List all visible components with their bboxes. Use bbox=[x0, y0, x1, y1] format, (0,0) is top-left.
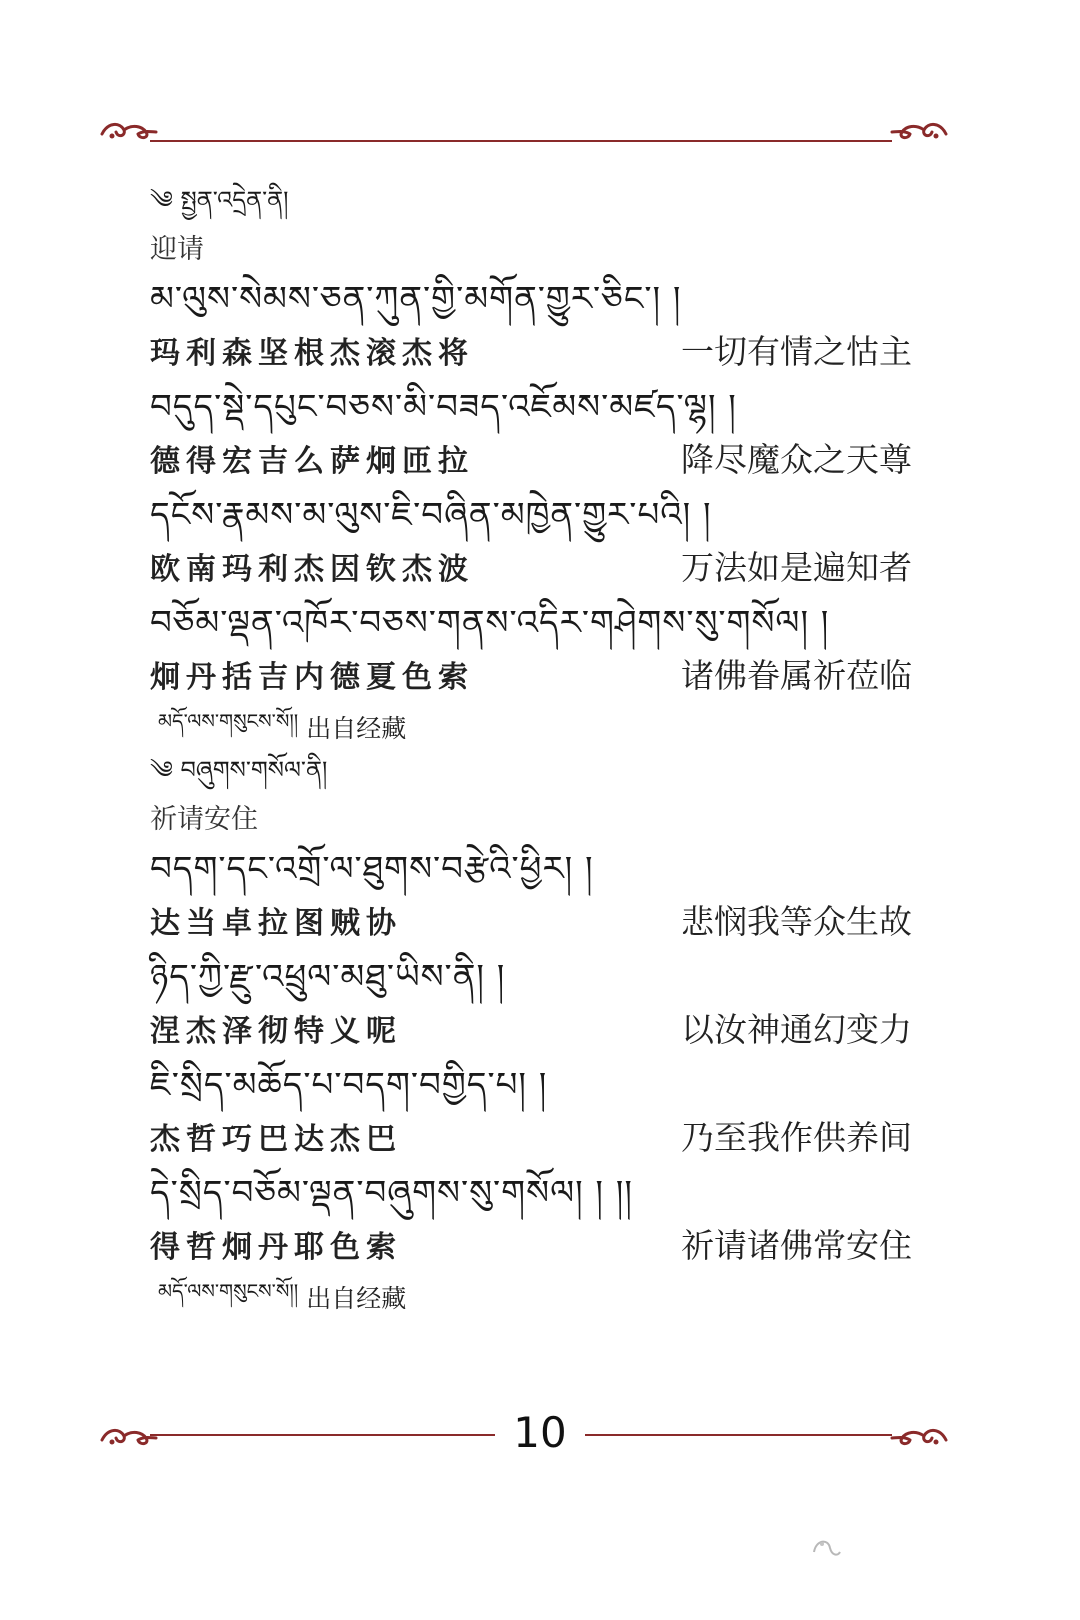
source-chinese: 出自经藏 bbox=[306, 1284, 407, 1313]
verse-transliteration: 杰哲巧巴达杰巴 bbox=[150, 1122, 402, 1157]
verse-meaning: 诸佛眷属祈莅临 bbox=[681, 656, 912, 695]
verse-tibetan: མ་ལུས་སེམས་ཅན་ཀུན་གྱི་མགོན་གྱུར་ཅིང་། ། bbox=[150, 279, 682, 319]
verse-translation-row bbox=[150, 1112, 920, 1166]
verse-meaning: 乃至我作供养间 bbox=[681, 1118, 912, 1157]
verse-transliteration: 玛利森坚根杰滚杰将 bbox=[150, 336, 474, 371]
verse-tibetan: བདག་དང་འགྲོ་ལ་ཐུགས་བརྩེའི་ཕྱིར། ། bbox=[150, 849, 594, 889]
verse-translation-row bbox=[150, 542, 920, 596]
watermark-icon bbox=[808, 1530, 844, 1566]
verse-translation-row bbox=[150, 1220, 920, 1274]
verse-translation-row bbox=[150, 896, 920, 950]
section-request-to-remain bbox=[150, 750, 920, 1320]
page-number-text: 10 bbox=[495, 1408, 584, 1457]
verse-tibetan: བཅོམ་ལྡན་འཁོར་བཅས་གནས་འདིར་གཤེགས་སུ་གསོལ། ། bbox=[150, 603, 830, 643]
verse-transliteration: 涅杰泽彻特义呢 bbox=[150, 1014, 402, 1049]
source-tibetan: མདོ་ལས་གསུངས་སོ།། bbox=[158, 1279, 299, 1303]
verse-transliteration: 德得宏吉么萨炯匝拉 bbox=[150, 444, 474, 479]
verse-meaning: 祈请诸佛常安住 bbox=[681, 1226, 912, 1265]
section-head-tibetan: ༄ བཞུགས་གསོལ་ནི། bbox=[150, 756, 328, 784]
verse-translation-row bbox=[150, 434, 920, 488]
source-attribution bbox=[150, 704, 920, 750]
scroll-ornament-icon bbox=[98, 120, 158, 144]
scroll-ornament-icon bbox=[98, 1426, 158, 1450]
page-content bbox=[150, 180, 920, 1320]
scroll-ornament-icon bbox=[890, 1426, 950, 1450]
section-title: 祈请安住 bbox=[150, 804, 258, 835]
verse-tibetan: དེ་སྲིད་བཅོམ་ལྡན་བཞུགས་སུ་གསོལ། ། །། bbox=[150, 1173, 633, 1213]
verse-tibetan: དངོས་རྣམས་མ་ལུས་ཇི་བཞིན་མཁྱེན་གྱུར་པའི། ། bbox=[150, 495, 712, 535]
scroll-ornament-icon bbox=[890, 120, 950, 144]
verse-translation-row bbox=[150, 326, 920, 380]
section-title: 迎请 bbox=[150, 234, 204, 265]
verse-tibetan: ཇི་སྲིད་མཆོད་པ་བདག་བགྱིད་པ། ། bbox=[150, 1065, 548, 1105]
verse-transliteration: 达当卓拉图贼协 bbox=[150, 906, 402, 941]
verse-meaning: 一切有情之怙主 bbox=[681, 332, 912, 371]
source-attribution bbox=[150, 1274, 920, 1320]
verse-transliteration: 得哲炯丹耶色索 bbox=[150, 1230, 402, 1265]
section-invitation bbox=[150, 180, 920, 750]
verse-meaning: 万法如是遍知者 bbox=[681, 548, 912, 587]
source-tibetan: མདོ་ལས་གསུངས་སོ།། bbox=[158, 709, 299, 733]
verse-transliteration: 欧南玛利杰因钦杰波 bbox=[150, 552, 474, 587]
source-chinese: 出自经藏 bbox=[306, 714, 407, 743]
verse-tibetan: ཉིད་ཀྱི་རྫུ་འཕྲུལ་མཐུ་ཡིས་ནི། ། bbox=[150, 957, 506, 997]
verse-meaning: 悲悯我等众生故 bbox=[681, 902, 912, 941]
verse-meaning: 降尽魔众之天尊 bbox=[681, 440, 912, 479]
verse-meaning: 以汝神通幻变力 bbox=[681, 1010, 912, 1049]
section-head-tibetan: ༄ སྤྱན་འདྲེན་ནི། bbox=[150, 186, 289, 214]
verse-translation-row bbox=[150, 1004, 920, 1058]
verse-transliteration: 炯丹括吉内德夏色索 bbox=[150, 660, 474, 695]
verse-translation-row bbox=[150, 650, 920, 704]
top-rule bbox=[150, 140, 892, 142]
verse-tibetan: བདུད་སྡེ་དཔུང་བཅས་མི་བཟད་འཇོམས་མཛད་ལྷ། ། bbox=[150, 387, 737, 427]
